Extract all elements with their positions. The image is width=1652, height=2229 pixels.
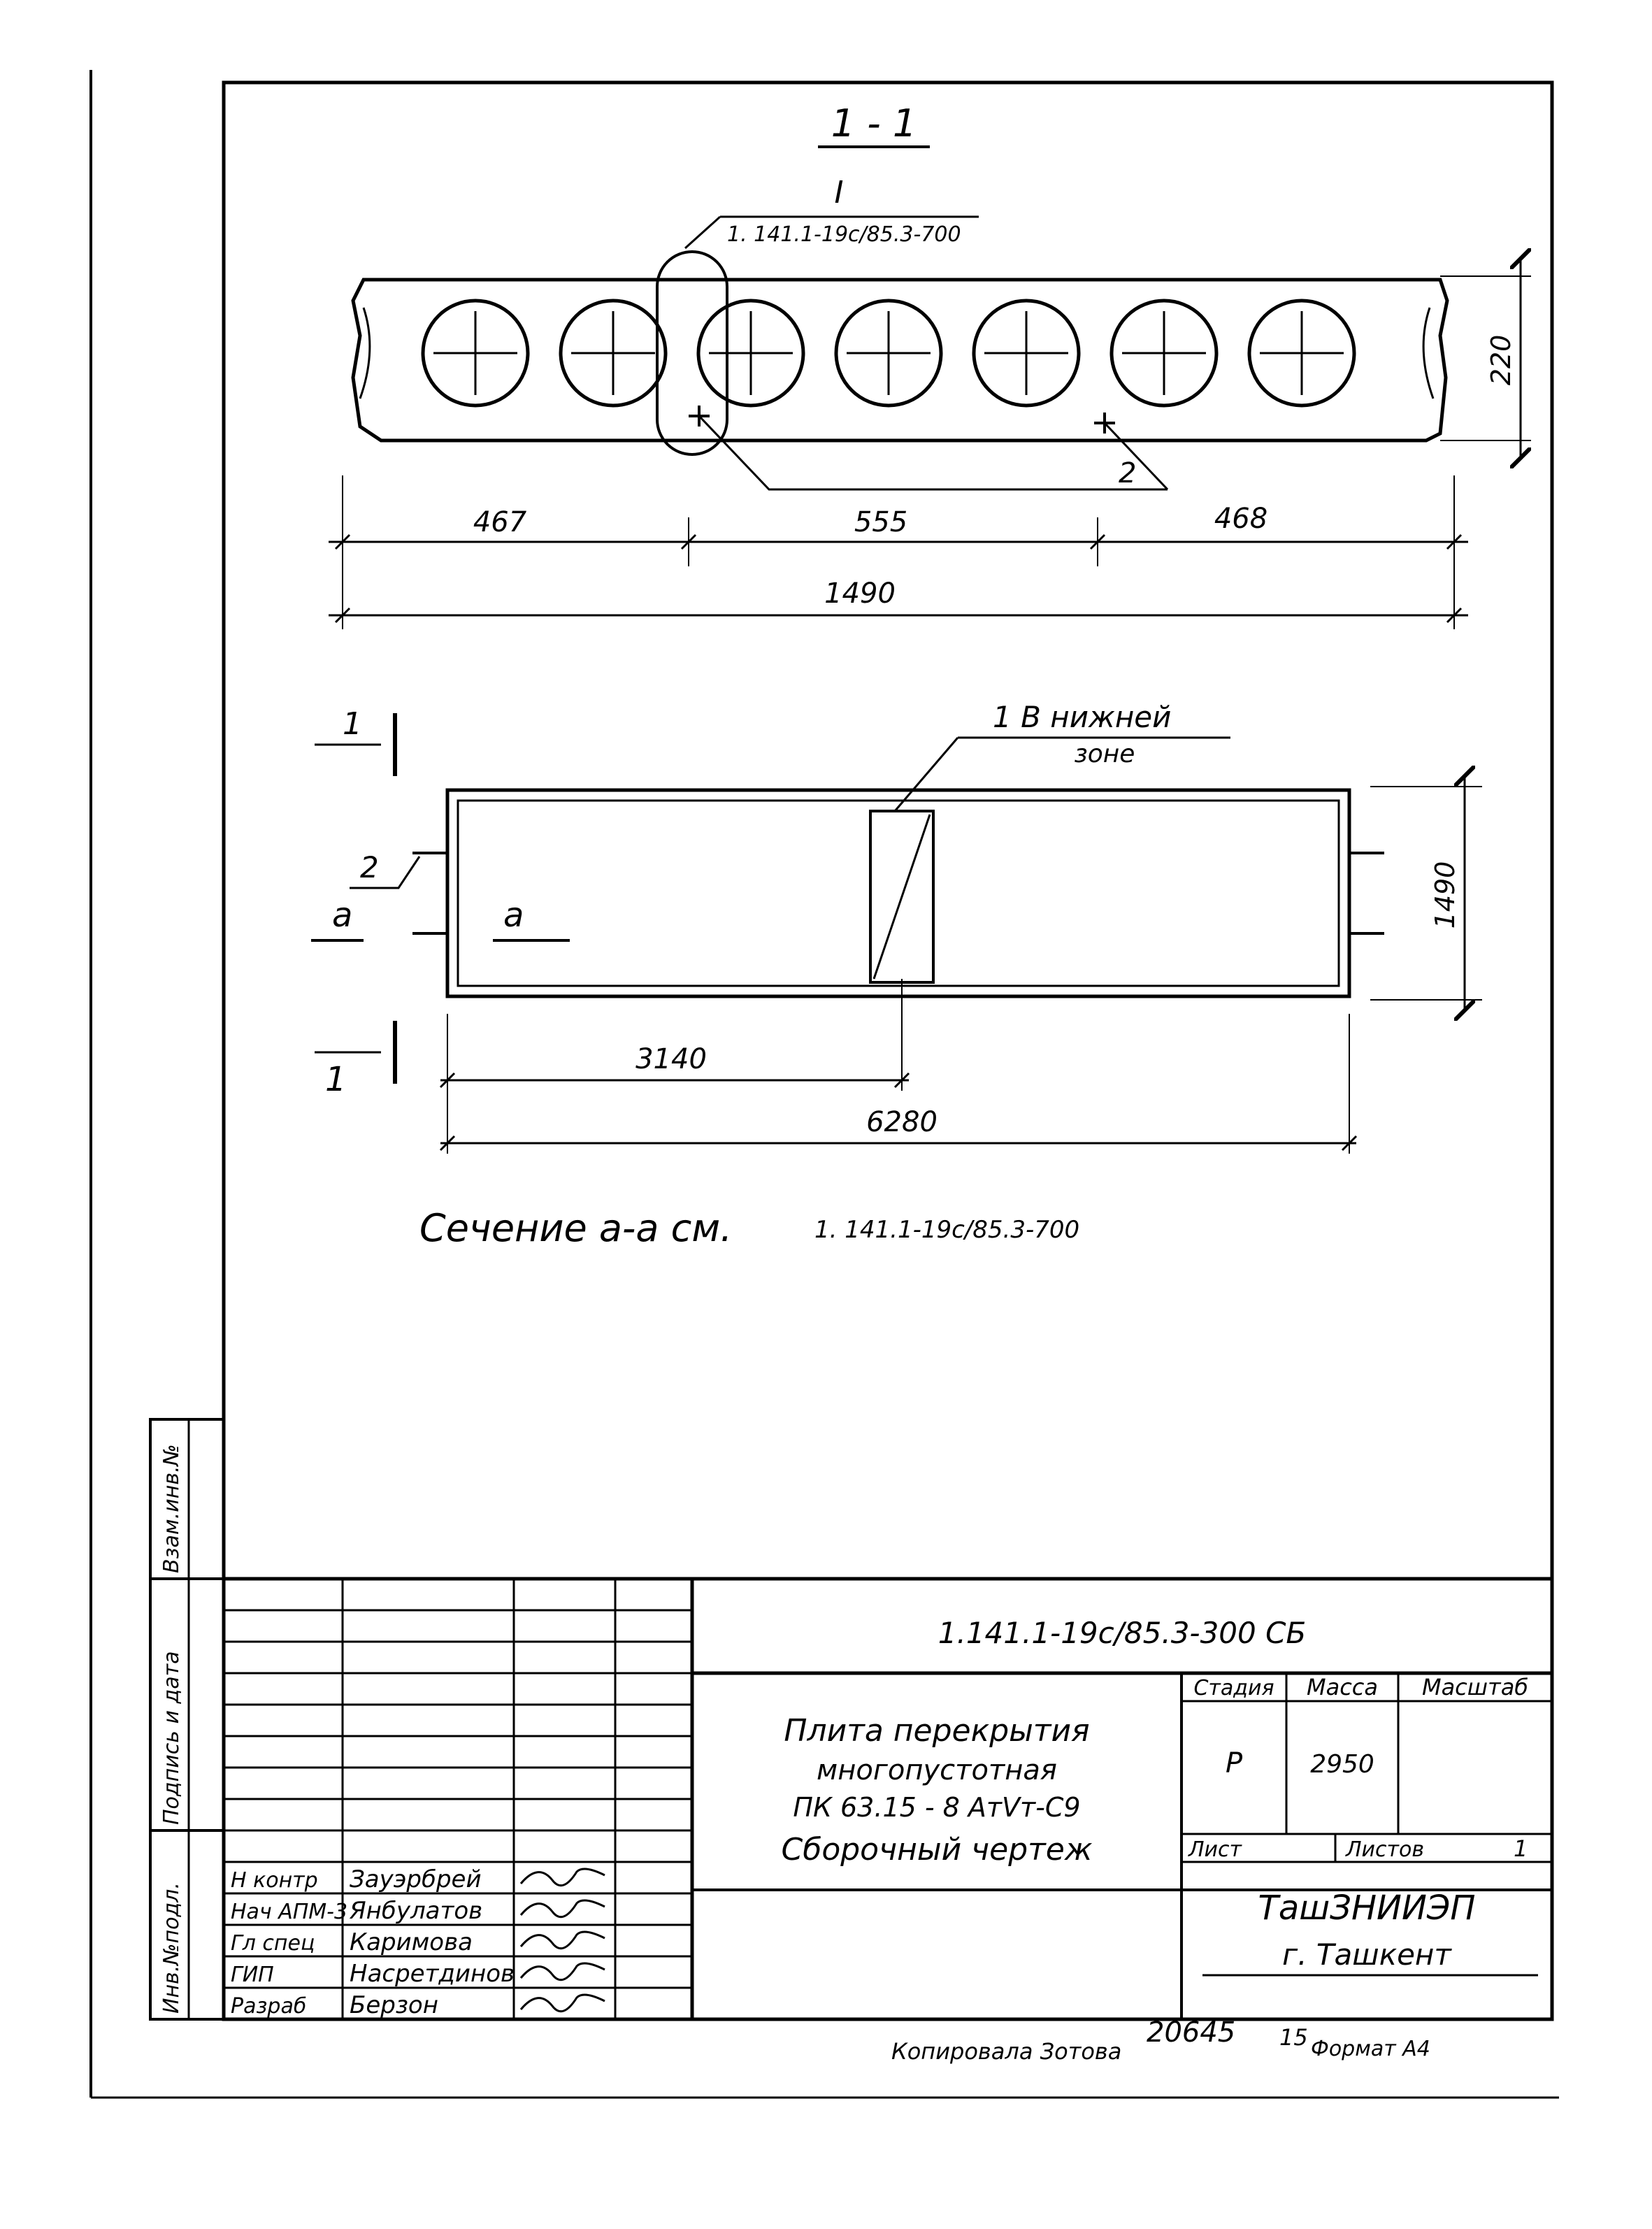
header-mass: Масса xyxy=(1306,1674,1379,1700)
dim-right-value: 468 xyxy=(1214,503,1268,535)
staff-name: Насретдинов xyxy=(350,1960,515,1988)
name-line-3: ПК 63.15 - 8 АтⅤт-С9 xyxy=(793,1792,1081,1823)
hollow-cores xyxy=(423,301,1354,406)
staff-name: Зауэрбрей xyxy=(350,1865,482,1893)
plan-dim-total-value: 6280 xyxy=(866,1106,938,1138)
callout-leader xyxy=(685,217,720,248)
sheet-label: Лист xyxy=(1188,1837,1242,1862)
doc-code: 1.141.1-19с/85.3-300 СБ xyxy=(938,1616,1307,1650)
header-stage: Стадия xyxy=(1193,1676,1274,1700)
label-a-left: а xyxy=(332,896,353,935)
note-line-1: 1 В нижней xyxy=(993,700,1172,734)
strip-podpis-label: Подпись и дата xyxy=(159,1651,184,1825)
hollow-core xyxy=(698,301,803,406)
staff-name: Каримова xyxy=(350,1928,473,1956)
callout-label: I xyxy=(834,175,844,210)
drawing-frame xyxy=(224,83,1552,1579)
staff-name: Берзон xyxy=(350,1991,438,2019)
hollow-core xyxy=(1249,301,1354,406)
cut-label-bottom: 1 xyxy=(325,1060,347,1099)
signature-scribble xyxy=(521,1995,605,2012)
sheets-label: Листов xyxy=(1346,1837,1425,1862)
org-line-2: г. Ташкент xyxy=(1282,1937,1451,1972)
dim-total-value: 1490 xyxy=(824,578,896,610)
org-line-1: ТашЗНИИЭП xyxy=(1258,1888,1476,1928)
hollow-core xyxy=(423,301,528,406)
name-line-2: многопустотная xyxy=(817,1754,1057,1786)
mass-value: 2950 xyxy=(1310,1750,1374,1779)
name-line-4: Сборочный чертеж xyxy=(781,1832,1093,1868)
strip-inv-label: Инв.№подл. xyxy=(159,1882,184,2014)
staff-role: Гл спец xyxy=(231,1931,315,1956)
section-title: 1 - 1 xyxy=(831,101,917,145)
section-note-ref: 1. 141.1-19с/85.3-700 xyxy=(814,1216,1080,1244)
note-line-2: зоне xyxy=(1074,740,1135,768)
cut-label-top: 1 xyxy=(343,706,362,742)
label-a-right: а xyxy=(503,896,524,935)
mesh-diagonal xyxy=(874,815,930,979)
right-key-groove xyxy=(1423,308,1433,399)
header-scale: Масштаб xyxy=(1421,1674,1529,1700)
left-key-groove xyxy=(360,308,370,399)
label-2: 2 xyxy=(360,850,379,884)
sheet-num: 15 xyxy=(1279,2024,1308,2051)
stage-value: Р xyxy=(1225,1747,1243,1779)
slab-plan-inner xyxy=(458,801,1339,986)
signature-scribble xyxy=(521,1932,605,1949)
dim-left-value: 467 xyxy=(473,506,527,538)
hollow-core xyxy=(974,301,1079,406)
plan-dim-half-value: 3140 xyxy=(635,1043,707,1075)
format-label: Формат А4 xyxy=(1311,2037,1430,2061)
section-note-text: Сечение а-а см. xyxy=(419,1206,733,1250)
hollow-core xyxy=(836,301,941,406)
staff-name: Янбулатов xyxy=(350,1897,483,1925)
staff-role: Нач АПМ-3 xyxy=(231,1900,348,1924)
callout-reference: 1. 141.1-19с/85.3-700 xyxy=(727,222,961,247)
signature-scribble xyxy=(521,1869,605,1886)
side-strip xyxy=(150,1419,224,2019)
lifting-loops xyxy=(412,853,1384,933)
signature-scribble xyxy=(521,1963,605,1980)
footer xyxy=(891,2016,1430,2065)
staff-role: ГИП xyxy=(231,1963,274,1987)
height-dim-value: 220 xyxy=(1486,334,1516,386)
slab-plan-outline xyxy=(447,790,1349,996)
staff-role: Разраб xyxy=(231,1994,307,2019)
sheets-value: 1 xyxy=(1514,1835,1528,1862)
leader-2-label: 2 xyxy=(1119,457,1137,489)
signature-rows xyxy=(224,1610,692,2019)
plan-view xyxy=(311,700,1482,1250)
signature-scribble xyxy=(521,1900,605,1917)
dim-middle-value: 555 xyxy=(854,506,908,538)
copied-by: Копировала Зотова xyxy=(891,2038,1122,2065)
title-block xyxy=(224,1579,1552,2019)
leader-2-left xyxy=(699,416,1168,489)
hollow-core xyxy=(1112,301,1216,406)
staff-role: Н контр xyxy=(231,1868,318,1893)
name-line-1: Плита перекрытия xyxy=(784,1713,1090,1749)
section-1-1 xyxy=(329,101,1531,629)
order-number: 20645 xyxy=(1147,2016,1236,2049)
plan-width-value: 1490 xyxy=(1430,861,1460,929)
hollow-core xyxy=(561,301,666,406)
strip-vzam-label: Взам.инв.№ xyxy=(159,1444,184,1573)
